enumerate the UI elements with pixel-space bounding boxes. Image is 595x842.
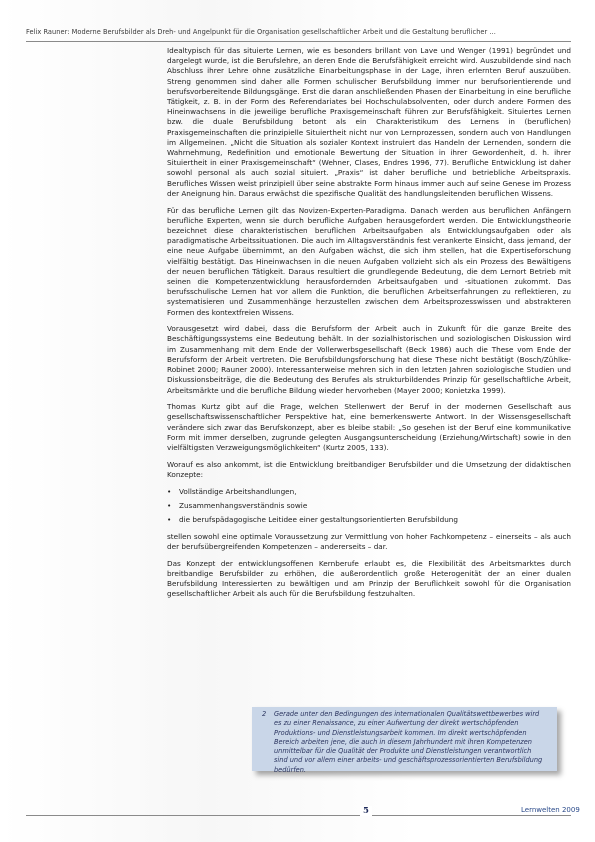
bullet-icon: • bbox=[167, 501, 172, 511]
footnote-box bbox=[252, 707, 557, 774]
bullet-list bbox=[167, 487, 571, 526]
running-header: Felix Rauner: Moderne Berufsbilder als Dreh- und Angelpunkt für die Organisation gesellschaftlicher Arbeit und die Gestaltung beruflicher ... bbox=[26, 28, 496, 36]
header-divider bbox=[26, 41, 571, 42]
paragraph: Worauf es also ankommt, ist die Entwicklung breitbandiger Berufsbilder und die Umsetzung der didaktischen Konzepte: bbox=[167, 459, 571, 479]
list-item-text: Zusammenhangsverständnis sowie bbox=[179, 501, 308, 511]
bullet-icon: • bbox=[167, 486, 172, 496]
footnote-text: Gerade unter den Bedingungen des internationalen Qualitätswettbewerbes wird es zu einer Renaissance, zu einer Aufwertung der direkt wertschöpfenden Produktions- und Dienstleistungsarbeit kommen. Im direkt wertschöpfenden Bereich arbeiten jene, die auch in diesem Jahrhundert mit ihren Kompetenzen unmittelbar für die Qualität der Produkte und Dienstleistungen verantwortlich sind und vor allem einer arbeits- und geschäftsprozessorientierten Berufsbildung bedürfen. bbox=[274, 710, 543, 774]
paragraph: stellen sowohl eine optimale Voraussetzung zur Vermittlung von hoher Fachkompetenz – einerseits – als auch der berufsübergreifenden Kompetenzen – andererseits – dar. bbox=[167, 531, 571, 551]
page-number: 5 bbox=[360, 806, 372, 816]
list-item bbox=[167, 515, 571, 525]
list-item-text: Vollständige Arbeitshandlungen, bbox=[179, 486, 297, 496]
paragraph: Für das berufliche Lernen gilt das Novizen-Experten-Paradigma. Danach werden aus beruflichen Anfängern berufliche Experten, wenn sie durch berufliche Aufgaben herausgefordert werden. Die Entwicklungstheorie bezeichnet diese charakteristischen beruflichen Arbeitsaufgaben als Entwicklungsaufgaben oder als paradigmatische Arbeitssituationen. Die auch im Alltagsverständnis fest verankerte Einsicht, dass jemand, der eine neue Aufgabe übernimmt, an den Aufgaben wächst, die sich ihm stellen, hat die Expertiseforschung vielfältig bestätigt. Das Hineinwachsen in die neuen Aufgaben vollzieht sich als ein Prozess des Bewältigens der neuen beruflichen Tätigkeit. Daraus resultiert die grundlegende Bedeutung, die dem Lernort Betrieb mit seinen die Kompetenzentwicklung herausfordernden Arbeitsaufgaben und -situationen zukommt. Das berufsschulische Lernen hat vor allem die Funktion, die beruflichen Arbeitserfahrungen zu reflektieren, zu systematisieren und Zusammenhänge herzustellen zwischen dem Arbeitsprozesswissen und abstrakteren Formen des kontextfreien Wissens. bbox=[167, 205, 571, 317]
footer-divider bbox=[26, 815, 571, 816]
list-item bbox=[167, 487, 571, 497]
paragraph: Das Konzept der entwicklungsoffenen Kernberufe erlaubt es, die Flexibilität des Arbeitsmarktes durch breitbandige Berufsbilder zu erhöhen, die außerordentlich große Heterogenität der an einer dualen Berufsbildung Interessierten zu bewältigen und am Prinzip der Beruflichkeit sowohl für die Organisation gesellschaftlicher Arbeit als auch für die Berufsbildung festzuhalten. bbox=[167, 558, 571, 599]
list-item-text: die berufspädagogische Leitidee einer gestaltungsorientierten Berufsbildung bbox=[179, 515, 459, 525]
publication-issue: Lernwelten 2009 bbox=[518, 806, 580, 814]
list-item bbox=[167, 501, 571, 511]
paragraph: Idealtypisch für das situierte Lernen, wie es besonders brillant von Lave und Wenger (1991) begründet und dargelegt wurde, ist die Berufslehre, an deren Ende die Berufsfähigkeit erreicht wird. Auszubildende sind nach Abschluss ihrer Lehre ohne zusätzliche Einarbeitungsphase in der Lage, ihren erlernten Beruf auszuüben. Streng genommen sind daher alle Formen schulischer Berufsbildung immer nur berufsorientierende und berufsvorbereitende Bildungsgänge. Erst die daran anschließenden Phasen der Einarbeitung in eine berufliche Tätigkeit, z. B. in der Form des Referendariates bei Hochschulabsolventen, oder durch andere Formen des Hineinwachsens in die jeweilige berufliche Praxisgemeinschaft führen zur Berufsfähigkeit. Situiertes Lernen bzw. die duale Berufsbildung betont als ein Charakteristikum des Lernens in (beruflichen) Praxisgemeinschaften die prinzipielle Situiertheit nicht nur von Lernprozessen, sondern auch von Handlungen im Allgemeinen. „Nicht die Situation als sozialer Kontext instruiert das Handeln der Lernenden, sondern die Wahrnehmung, Redefinition und emotionale Bewertung der Situation in ihrer Gewordenheit, d. h. ihrer Situiertheit in einer Praxisgemeinschaft“ (Wehner, Clases, Endres 1996, 77). Berufliche Entwicklung ist daher sowohl personal als auch sozial situiert. „Praxis“ ist daher berufliche und betriebliche Arbeitspraxis. Berufliches Wissen weist prinzipiell über seine abstrakte Form hinaus immer auch auf seine Genese im Prozess der Aneignung hin. Daraus erwächst die spezifische Qualität des handlungsleitenden beruflichen Wissens. bbox=[167, 46, 571, 198]
main-text-column bbox=[167, 46, 571, 606]
paragraph: Thomas Kurtz gibt auf die Frage, welchen Stellenwert der Beruf in der modernen Gesellschaft aus gesellschaftswissenschaftlicher Perspektive hat, eine bemerkenswerte Antwort. In der Wissensgesellschaft verändere sich zwar das Berufskonzept, aber es bleibe stabil: „So gesehen ist der Beruf eine kommunikative Form mit immer derselben, zugrunde gelegten Ausgangsunterscheidung (Erziehung/Wirtschaft) sowie in den vielfältigsten Verzweigungsmöglichkeiten“ (Kurtz 2005, 133). bbox=[167, 402, 571, 453]
bullet-icon: • bbox=[167, 515, 172, 525]
footnote-number: 2 bbox=[262, 710, 267, 718]
paragraph: Vorausgesetzt wird dabei, dass die Berufsform der Arbeit auch in Zukunft für die ganze Breite des Beschäftigungssystems eine Bedeutung behält. In der sozialhistorischen und soziologischen Diskussion wird im Zusammenhang mit dem Ende der Vollerwerbsgesellschaft (Beck 1986) auch die These vom Ende der Berufsform der Arbeit vertreten. Die Berufsbildungsforschung hat diese These nicht bestätigt (Bosch/Zühlke-Robinet 2000; Rauner 2000). Interessanterweise mehren sich in den letzten Jahren soziologische Studien und Diskussionsbeiträge, die die Bedeutung des Berufes als strukturbildendes Prinzip für gesellschaftliche Arbeit, Arbeitsmärkte und die berufliche Bildung wieder hervorheben (Mayer 2000; Konietzka 1999). bbox=[167, 324, 571, 395]
